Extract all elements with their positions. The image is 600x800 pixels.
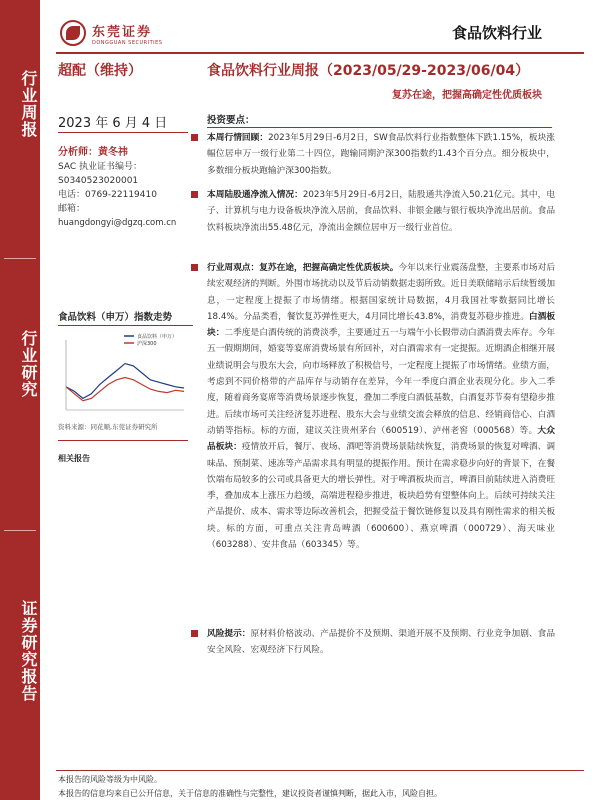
divider (58, 325, 193, 326)
risk-level-note: 本报告的风险等级为中风险。 (58, 775, 162, 784)
disclaimer-note: 本报告的信息均来自已公开信息，关于信息的准确性与完整性，建议投资者谨慎判断，据此入市，风险自担。 (58, 789, 442, 798)
series-line-1 (66, 364, 184, 399)
paragraph-northbound-flow: 本周陆股通净流入情况：2023年5月29日-6月2日，陆股通共净流入50.21亿元。其中，电子、计算机与电力设备板块净流入居前，食品饮料、非银金融与银行板块净流出居前。食品饮料板块净流出55.48亿元，净流出金额位居申万一级行业首位。 (207, 187, 555, 236)
logo-mark-icon (60, 20, 86, 46)
rating: 超配（维持） (58, 63, 142, 79)
series-line-2 (66, 378, 184, 401)
key-points-heading: 投资要点： (207, 115, 255, 126)
side-separator (4, 530, 36, 531)
analyst-info (58, 146, 193, 230)
report-subtitle: 复苏在途，把握高确定性优质板块 (392, 90, 542, 101)
chart-title: 食品饮料（申万）指数走势 (58, 312, 173, 323)
email-label: 邮箱： (58, 204, 86, 214)
bullet-icon (191, 134, 198, 141)
analyst-label: 分析师： (58, 147, 98, 158)
side-label-research: 行业研究 (19, 330, 38, 398)
legend-label-2: 沪深300 (137, 341, 157, 347)
bullet-icon (191, 191, 198, 198)
footer-rule (56, 770, 584, 771)
paragraph-weekly-view: 行业周观点：复苏在途，把握高确定性优质板块。今年以来行业震荡盘整，主要系市场对后续宏观经济的判断。外围市场扰动以及节后动销数据走弱所致。近日美联储暗示后续暂缓加息，一定程度上提振了市场情绪。根据国家统计局数据，4月我国社零数据同比增长18.4%。分品类看，餐饮复苏弹性更大，4月同比增长43.8%，消费复苏稳步推进。白酒板块：二季度是白酒传统的消费淡季，主要通过五一与端午小长假带动白酒消费去库存。今年五一假期期间，婚宴等宴席消费场景有所回补，对白酒需求有一定提振。近期酒企相继开展业绩说明会与股东大会，向市场释放了积极信号，一定程度上提振了市场情绪。业绩方面，考虑到不同价格带的产品库存与动销存在差异，今年一季度白酒企业表现分化。步入二季度，随着商务宴席等消费场景逐步恢复，叠加二季度白酒低基数，白酒复苏节奏有望稳步推进。后续市场可关注经济复苏进程、股东大会与业绩交流会释放的信息、经销商信心、白酒动销等指标。标的方面，建议关注贵州茅台（600519）、泸州老窖（000568）等。大众品板块：疫情放开后，餐厅、夜场、酒吧等消费场景陆续恢复，消费场景的恢复对啤酒、调味品、预制菜、速冻等产品需求具有明显的提振作用。预计在需求稳步向好的背景下，在餐饮端布局较多的公司或具备更大的增长弹性。对于啤酒板块而言，啤酒目前陆续进入消费旺季，叠加成本上涨压力趋缓，高端进程稳步推进，板块趋势有望整体向上。后续可持续关注产品提价、成本、需求等边际改善机会，把握受益于餐饮链修复以及具有刚性需求的相关板块。标的方面，可重点关注青岛啤酒（600600）、燕京啤酒（000729）、海天味业（603288）、安井食品（603345）等。 (207, 260, 555, 553)
report-title: 食品饮料行业周报（2023/05/29-2023/06/04） (207, 63, 530, 79)
header-rule (56, 52, 584, 54)
company-logo (60, 20, 162, 46)
analyst-email[interactable]: huangdongyi@dgzq.com.cn (58, 218, 177, 228)
logo-name-en: DONGGUAN SECURITIES (92, 39, 163, 46)
legend-label-1: 食品饮料（申万） (137, 334, 178, 340)
analyst-phone: 电话：0769-22119410 (58, 190, 157, 200)
side-label-report: 证券研究报告 (19, 600, 38, 702)
analyst-name: 黄冬祎 (98, 147, 128, 158)
side-label-weekly: 行业周报 (19, 70, 38, 138)
left-band (0, 0, 40, 800)
index-trend-chart (58, 330, 188, 420)
paragraph-weekly-review: 本周行情回顾：2023年5月29日-6月2日，SW食品饮料行业指数整体下跌1.15%，板块涨幅位居申万一级行业第二十四位，跑输同期沪深300指数约1.43个百分点。细分板块中，多数细分板块跑输沪深300指数。 (207, 130, 555, 179)
chart-source: 资料来源：同花顺,东莞证券研究所 (58, 423, 158, 431)
industry-name: 食品饮料行业 (451, 24, 542, 42)
sac-label: SAC 执业证书编号： (58, 162, 143, 172)
bullet-icon (191, 630, 198, 637)
paragraph-risk-warning: 风险提示：原材料价格波动、产品提价不及预期、渠道开展不及预期、行业竞争加剧、食品安全风险、宏观经济下行风险。 (207, 626, 555, 659)
related-reports-heading: 相关报告 (58, 454, 90, 463)
divider (58, 132, 188, 133)
logo-name: 东莞证券 (92, 24, 153, 40)
divider (58, 440, 188, 441)
sac-number: S0340523020001 (58, 176, 139, 186)
report-date: 2023 年 6 月 4 日 (58, 116, 168, 131)
bullet-icon (191, 264, 198, 271)
side-separator (4, 258, 36, 259)
divider (207, 127, 552, 128)
